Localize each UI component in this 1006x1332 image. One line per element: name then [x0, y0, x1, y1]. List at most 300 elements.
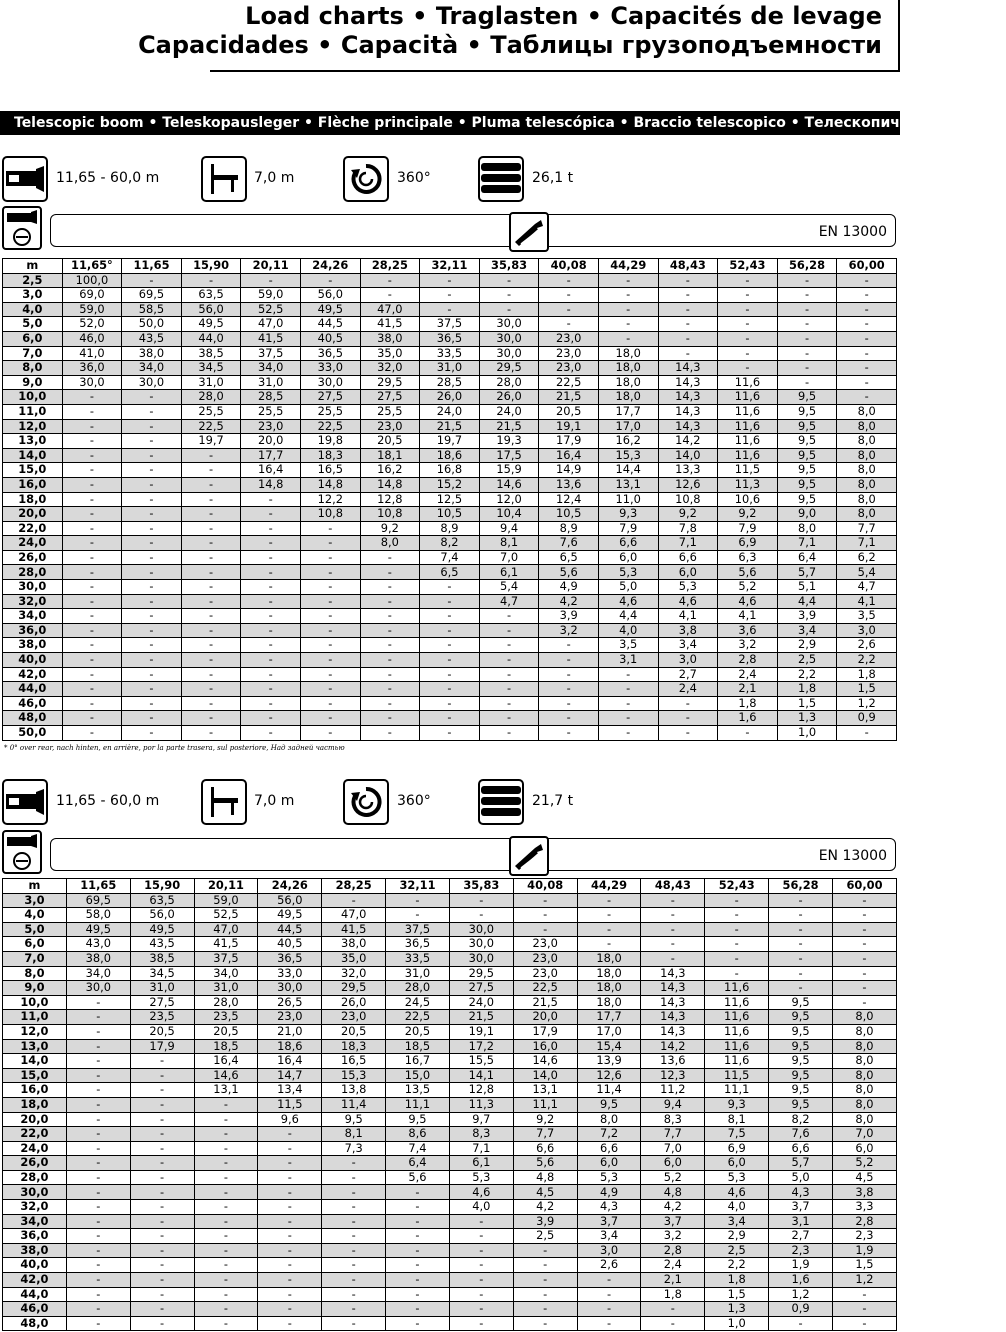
capacity-cell: 5,2 — [832, 1156, 896, 1171]
capacity-cell: 43,5 — [130, 937, 194, 952]
capacity-cell: - — [420, 609, 480, 624]
radius-cell: 24,0 — [3, 1141, 67, 1156]
capacity-cell: 3,1 — [598, 653, 658, 668]
capacity-cell: - — [832, 995, 896, 1010]
capacity-cell: - — [66, 1127, 130, 1142]
table-row — [3, 536, 897, 551]
capacity-cell: 14,3 — [641, 995, 705, 1010]
capacity-cell: 9,3 — [598, 507, 658, 522]
capacity-cell: - — [122, 507, 182, 522]
boom-length-column-header: 56,28 — [777, 259, 837, 274]
radius-cell: 7,0 — [3, 346, 63, 361]
capacity-cell: 11,1 — [705, 1083, 769, 1098]
capacity-cell: - — [130, 1083, 194, 1098]
capacity-cell: - — [641, 908, 705, 923]
capacity-cell: - — [420, 667, 480, 682]
capacity-cell: 12,8 — [449, 1083, 513, 1098]
capacity-cell: 1,8 — [718, 696, 778, 711]
capacity-cell: - — [420, 696, 480, 711]
capacity-cell: 20,5 — [360, 434, 420, 449]
capacity-cell: 1,8 — [641, 1287, 705, 1302]
capacity-cell: 17,9 — [513, 1024, 577, 1039]
radius-cell: 11,0 — [3, 1010, 67, 1025]
capacity-cell: 34,0 — [66, 966, 130, 981]
capacity-cell: 5,3 — [577, 1170, 641, 1185]
capacity-cell: - — [420, 580, 480, 595]
capacity-cell: 7,1 — [777, 536, 837, 551]
load-chart-table-2 — [2, 878, 897, 1331]
table-row — [3, 711, 897, 726]
capacity-cell: 23,5 — [130, 1010, 194, 1025]
capacity-cell: 26,0 — [479, 390, 539, 405]
capacity-cell: - — [420, 594, 480, 609]
capacity-cell: - — [122, 711, 182, 726]
capacity-cell: 63,5 — [181, 288, 241, 303]
capacity-cell: - — [66, 1083, 130, 1098]
capacity-cell: 8,0 — [832, 1054, 896, 1069]
capacity-cell: 8,0 — [832, 1024, 896, 1039]
capacity-cell: - — [66, 1112, 130, 1127]
capacity-cell: 56,0 — [181, 302, 241, 317]
slew-range-text: 360° — [397, 170, 431, 186]
capacity-cell: - — [360, 609, 420, 624]
capacity-cell: 9,5 — [777, 390, 837, 405]
table-row — [3, 623, 897, 638]
table-row — [3, 1141, 897, 1156]
capacity-cell: 11,3 — [449, 1097, 513, 1112]
capacity-cell: - — [718, 331, 778, 346]
capacity-cell: 17,2 — [449, 1039, 513, 1054]
capacity-cell: 15,9 — [479, 463, 539, 478]
capacity-cell: - — [539, 726, 599, 741]
capacity-cell: - — [360, 273, 420, 288]
capacity-cell: 21,5 — [479, 419, 539, 434]
capacity-cell: - — [641, 1302, 705, 1317]
capacity-cell: - — [194, 1156, 258, 1171]
capacity-cell: 5,1 — [777, 580, 837, 595]
capacity-cell: - — [122, 696, 182, 711]
capacity-cell: - — [479, 726, 539, 741]
capacity-cell: - — [181, 682, 241, 697]
capacity-cell: 11,4 — [577, 1083, 641, 1098]
radius-cell: 30,0 — [3, 1185, 67, 1200]
capacity-cell: 6,2 — [837, 550, 897, 565]
capacity-cell: 34,5 — [130, 966, 194, 981]
capacity-cell: 37,5 — [420, 317, 480, 332]
capacity-cell: 1,2 — [769, 1287, 833, 1302]
capacity-cell: - — [769, 893, 833, 908]
capacity-cell: - — [241, 521, 301, 536]
capacity-cell: 11,1 — [513, 1097, 577, 1112]
capacity-cell: 6,0 — [832, 1141, 896, 1156]
radius-cell: 4,0 — [3, 302, 63, 317]
capacity-cell: 17,7 — [241, 448, 301, 463]
capacity-cell: - — [66, 1287, 130, 1302]
capacity-cell: 10,5 — [539, 507, 599, 522]
capacity-cell: 7,0 — [641, 1141, 705, 1156]
capacity-cell: 30,0 — [479, 331, 539, 346]
capacity-cell: 33,5 — [420, 346, 480, 361]
capacity-cell: - — [300, 638, 360, 653]
capacity-cell: - — [658, 696, 718, 711]
capacity-cell: 4,2 — [513, 1200, 577, 1215]
boom-length-column-header: 11,65 — [122, 259, 182, 274]
capacity-cell: - — [641, 922, 705, 937]
capacity-cell: 36,5 — [420, 331, 480, 346]
radius-cell: 12,0 — [3, 419, 63, 434]
capacity-cell: - — [322, 1229, 386, 1244]
capacity-cell: 29,5 — [322, 981, 386, 996]
capacity-cell: - — [194, 1302, 258, 1317]
boom-length-column-header: 28,25 — [322, 879, 386, 894]
radius-cell: 15,0 — [3, 1068, 67, 1083]
radius-cell: 40,0 — [3, 653, 63, 668]
table-row — [3, 1156, 897, 1171]
capacity-cell: - — [322, 1170, 386, 1185]
capacity-cell: - — [386, 1258, 450, 1273]
radius-cell: 16,0 — [3, 1083, 67, 1098]
capacity-cell: 20,0 — [513, 1010, 577, 1025]
capacity-cell: 11,1 — [386, 1097, 450, 1112]
capacity-cell: 7,1 — [837, 536, 897, 551]
capacity-cell: - — [66, 1243, 130, 1258]
capacity-cell: 49,5 — [300, 302, 360, 317]
capacity-cell: 8,0 — [837, 419, 897, 434]
capacity-cell: 8,6 — [386, 1127, 450, 1142]
capacity-cell: 4,0 — [449, 1200, 513, 1215]
radius-cell: 36,0 — [3, 623, 63, 638]
capacity-cell: - — [322, 1156, 386, 1171]
capacity-cell: 10,6 — [718, 492, 778, 507]
capacity-cell: - — [360, 653, 420, 668]
boom-length-column-header: 35,83 — [449, 879, 513, 894]
capacity-cell: 9,0 — [777, 507, 837, 522]
capacity-cell: - — [122, 565, 182, 580]
capacity-cell: 4,6 — [598, 594, 658, 609]
capacity-cell: 5,3 — [598, 565, 658, 580]
capacity-cell: 18,6 — [420, 448, 480, 463]
capacity-cell: 3,0 — [658, 653, 718, 668]
capacity-cell: - — [513, 922, 577, 937]
capacity-cell: 14,0 — [658, 448, 718, 463]
capacity-cell: 12,0 — [479, 492, 539, 507]
capacity-cell: 33,0 — [300, 361, 360, 376]
capacity-cell: 47,0 — [360, 302, 420, 317]
capacity-cell: - — [300, 711, 360, 726]
capacity-cell: - — [479, 288, 539, 303]
capacity-cell: 14,3 — [641, 981, 705, 996]
capacity-cell: - — [130, 1287, 194, 1302]
capacity-cell: 9,3 — [705, 1097, 769, 1112]
capacity-cell: 14,8 — [360, 477, 420, 492]
capacity-cell: 22,5 — [181, 419, 241, 434]
capacity-cell: - — [420, 653, 480, 668]
capacity-cell: 8,0 — [837, 434, 897, 449]
capacity-cell: - — [241, 623, 301, 638]
capacity-cell: - — [241, 536, 301, 551]
capacity-cell: 38,0 — [66, 951, 130, 966]
capacity-cell: 10,8 — [300, 507, 360, 522]
capacity-cell: 23,0 — [513, 951, 577, 966]
table-row — [3, 893, 897, 908]
capacity-cell: 6,3 — [718, 550, 778, 565]
footnote: * 0° over rear, nach hinten, en arrière, por la parte trasera, sul posteriore, Над задней частью — [4, 744, 345, 752]
capacity-cell: 21,5 — [449, 1010, 513, 1025]
boom-length-column-header: 24,26 — [300, 259, 360, 274]
table-row — [3, 477, 897, 492]
capacity-cell: - — [360, 696, 420, 711]
capacity-cell: - — [769, 981, 833, 996]
capacity-cell: - — [300, 623, 360, 638]
capacity-cell: 11,6 — [705, 1039, 769, 1054]
capacity-cell: - — [837, 375, 897, 390]
capacity-cell: 2,1 — [718, 682, 778, 697]
capacity-cell: 56,0 — [258, 893, 322, 908]
capacity-cell: 4,7 — [479, 594, 539, 609]
capacity-cell: - — [322, 1214, 386, 1229]
capacity-cell: - — [577, 1302, 641, 1317]
table-row — [3, 1243, 897, 1258]
capacity-cell: 7,9 — [598, 521, 658, 536]
capacity-cell: - — [832, 981, 896, 996]
capacity-cell: 30,0 — [122, 375, 182, 390]
capacity-cell: - — [130, 1200, 194, 1215]
capacity-cell: 13,1 — [513, 1083, 577, 1098]
capacity-cell: 5,6 — [718, 565, 778, 580]
capacity-cell: - — [658, 302, 718, 317]
capacity-cell: 2,1 — [641, 1273, 705, 1288]
capacity-cell: 8,2 — [420, 536, 480, 551]
capacity-cell: 14,3 — [641, 966, 705, 981]
capacity-cell: 9,5 — [777, 419, 837, 434]
capacity-cell: 23,0 — [360, 419, 420, 434]
capacity-cell: 25,5 — [181, 404, 241, 419]
capacity-cell: 2,7 — [769, 1229, 833, 1244]
capacity-cell: - — [832, 1302, 896, 1317]
capacity-cell: 7,4 — [420, 550, 480, 565]
capacity-cell: - — [62, 638, 122, 653]
capacity-cell: 1,5 — [837, 682, 897, 697]
capacity-cell: 8,0 — [360, 536, 420, 551]
capacity-cell: 7,7 — [513, 1127, 577, 1142]
capacity-cell: 12,8 — [360, 492, 420, 507]
capacity-cell: 14,6 — [513, 1054, 577, 1069]
capacity-cell: 8,0 — [777, 521, 837, 536]
capacity-cell: 12,5 — [420, 492, 480, 507]
capacity-cell: 13,8 — [322, 1083, 386, 1098]
capacity-cell: 5,2 — [718, 580, 778, 595]
capacity-cell: 23,0 — [241, 419, 301, 434]
capacity-cell: - — [577, 937, 641, 952]
capacity-cell: 32,0 — [322, 966, 386, 981]
capacity-cell: - — [718, 361, 778, 376]
capacity-cell: - — [837, 361, 897, 376]
capacity-cell: - — [241, 667, 301, 682]
capacity-cell: 41,5 — [322, 922, 386, 937]
capacity-cell: 16,4 — [194, 1054, 258, 1069]
boom-length-column-header: 32,11 — [420, 259, 480, 274]
capacity-cell: 3,9 — [777, 609, 837, 624]
capacity-cell: - — [769, 951, 833, 966]
capacity-cell: - — [194, 1112, 258, 1127]
capacity-cell: 2,8 — [832, 1214, 896, 1229]
capacity-cell: - — [449, 1302, 513, 1317]
capacity-cell: 21,5 — [513, 995, 577, 1010]
capacity-cell: 8,1 — [322, 1127, 386, 1142]
capacity-cell: 46,0 — [62, 331, 122, 346]
capacity-cell: 6,0 — [577, 1156, 641, 1171]
capacity-cell: 4,1 — [718, 609, 778, 624]
capacity-cell: 4,5 — [832, 1170, 896, 1185]
capacity-cell: 1,2 — [832, 1273, 896, 1288]
capacity-cell: 7,6 — [539, 536, 599, 551]
capacity-cell: 2,7 — [658, 667, 718, 682]
radius-cell: 40,0 — [3, 1258, 67, 1273]
capacity-cell: - — [837, 346, 897, 361]
capacity-cell: 9,2 — [360, 521, 420, 536]
capacity-cell: 44,5 — [258, 922, 322, 937]
capacity-cell: 7,2 — [577, 1127, 641, 1142]
capacity-cell: 3,7 — [769, 1200, 833, 1215]
capacity-cell: 5,3 — [449, 1170, 513, 1185]
capacity-cell: 16,4 — [539, 448, 599, 463]
capacity-cell: - — [322, 1185, 386, 1200]
boom-length-column-header: 52,43 — [718, 259, 778, 274]
capacity-cell: - — [658, 288, 718, 303]
capacity-cell: 19,7 — [181, 434, 241, 449]
capacity-cell: - — [62, 550, 122, 565]
capacity-cell: 27,5 — [300, 390, 360, 405]
capacity-cell: - — [598, 302, 658, 317]
capacity-cell: 2,3 — [832, 1229, 896, 1244]
table-row — [3, 1127, 897, 1142]
radius-cell: 4,0 — [3, 908, 67, 923]
capacity-cell: - — [718, 317, 778, 332]
capacity-cell: - — [241, 711, 301, 726]
capacity-cell: 4,6 — [449, 1185, 513, 1200]
capacity-cell: 9,6 — [258, 1112, 322, 1127]
radius-cell: 28,0 — [3, 565, 63, 580]
capacity-cell: 8,3 — [641, 1112, 705, 1127]
capacity-cell: 32,0 — [360, 361, 420, 376]
capacity-cell: 20,5 — [539, 404, 599, 419]
capacity-cell: - — [479, 302, 539, 317]
capacity-cell: - — [62, 507, 122, 522]
capacity-cell: 50,0 — [122, 317, 182, 332]
capacity-cell: 9,5 — [769, 1010, 833, 1025]
capacity-cell: 4,4 — [598, 609, 658, 624]
capacity-cell: 2,5 — [705, 1243, 769, 1258]
radius-cell: 44,0 — [3, 682, 63, 697]
table-row — [3, 317, 897, 332]
capacity-cell: 2,4 — [718, 667, 778, 682]
capacity-cell: 18,0 — [598, 390, 658, 405]
capacity-cell: 23,0 — [513, 937, 577, 952]
table-row — [3, 594, 897, 609]
radius-cell: 38,0 — [3, 638, 63, 653]
config-bar — [50, 214, 896, 247]
capacity-cell: 12,3 — [641, 1068, 705, 1083]
capacity-cell: 30,0 — [449, 951, 513, 966]
capacity-cell: 2,2 — [705, 1258, 769, 1273]
radius-cell: 26,0 — [3, 1156, 67, 1171]
capacity-cell: 27,5 — [360, 390, 420, 405]
capacity-cell: - — [130, 1156, 194, 1171]
capacity-cell: - — [62, 667, 122, 682]
capacity-cell: 1,6 — [769, 1273, 833, 1288]
capacity-cell: 7,5 — [705, 1127, 769, 1142]
capacity-cell: 9,5 — [769, 1097, 833, 1112]
radius-cell: 22,0 — [3, 521, 63, 536]
capacity-cell: - — [122, 404, 182, 419]
capacity-cell: - — [386, 1316, 450, 1331]
capacity-cell: 11,5 — [718, 463, 778, 478]
capacity-cell: 9,5 — [769, 1083, 833, 1098]
capacity-cell: 18,0 — [598, 361, 658, 376]
table-row — [3, 492, 897, 507]
capacity-cell: - — [539, 317, 599, 332]
capacity-cell: 38,0 — [322, 937, 386, 952]
capacity-cell: - — [598, 288, 658, 303]
capacity-cell: - — [62, 609, 122, 624]
radius-column-header: m — [3, 259, 63, 274]
capacity-cell: 15,2 — [420, 477, 480, 492]
capacity-cell: 31,0 — [420, 361, 480, 376]
capacity-cell: - — [122, 477, 182, 492]
radius-cell: 28,0 — [3, 1170, 67, 1185]
radius-cell: 14,0 — [3, 1054, 67, 1069]
table-row — [3, 653, 897, 668]
radius-cell: 2,5 — [3, 273, 63, 288]
capacity-cell: - — [258, 1316, 322, 1331]
capacity-cell: - — [241, 594, 301, 609]
capacity-cell: 25,5 — [360, 404, 420, 419]
capacity-cell: 36,5 — [300, 346, 360, 361]
table-row — [3, 1214, 897, 1229]
capacity-cell: - — [122, 623, 182, 638]
capacity-cell: 35,0 — [360, 346, 420, 361]
capacity-cell: 8,9 — [420, 521, 480, 536]
capacity-cell: - — [130, 1302, 194, 1317]
capacity-cell: 17,0 — [598, 419, 658, 434]
capacity-cell: 11,6 — [718, 448, 778, 463]
capacity-cell: - — [837, 726, 897, 741]
table-row — [3, 550, 897, 565]
boom-length-column-header: 40,08 — [513, 879, 577, 894]
capacity-cell: 4,1 — [837, 594, 897, 609]
capacity-cell: - — [241, 682, 301, 697]
capacity-cell: 41,5 — [241, 331, 301, 346]
capacity-cell: - — [194, 1127, 258, 1142]
capacity-cell: - — [658, 726, 718, 741]
capacity-cell: - — [258, 1229, 322, 1244]
capacity-cell: - — [300, 521, 360, 536]
radius-cell: 22,0 — [3, 1127, 67, 1142]
capacity-cell: - — [777, 288, 837, 303]
capacity-cell: 6,6 — [598, 536, 658, 551]
capacity-cell: 10,8 — [658, 492, 718, 507]
capacity-cell: - — [66, 1214, 130, 1229]
capacity-cell: - — [641, 937, 705, 952]
capacity-cell: 34,0 — [194, 966, 258, 981]
table-row — [3, 951, 897, 966]
table-row — [3, 565, 897, 580]
outrigger-span-text: 7,0 m — [254, 793, 295, 809]
capacity-cell: 14,2 — [658, 434, 718, 449]
table-row — [3, 375, 897, 390]
capacity-cell: 58,0 — [66, 908, 130, 923]
capacity-cell: 11,0 — [598, 492, 658, 507]
